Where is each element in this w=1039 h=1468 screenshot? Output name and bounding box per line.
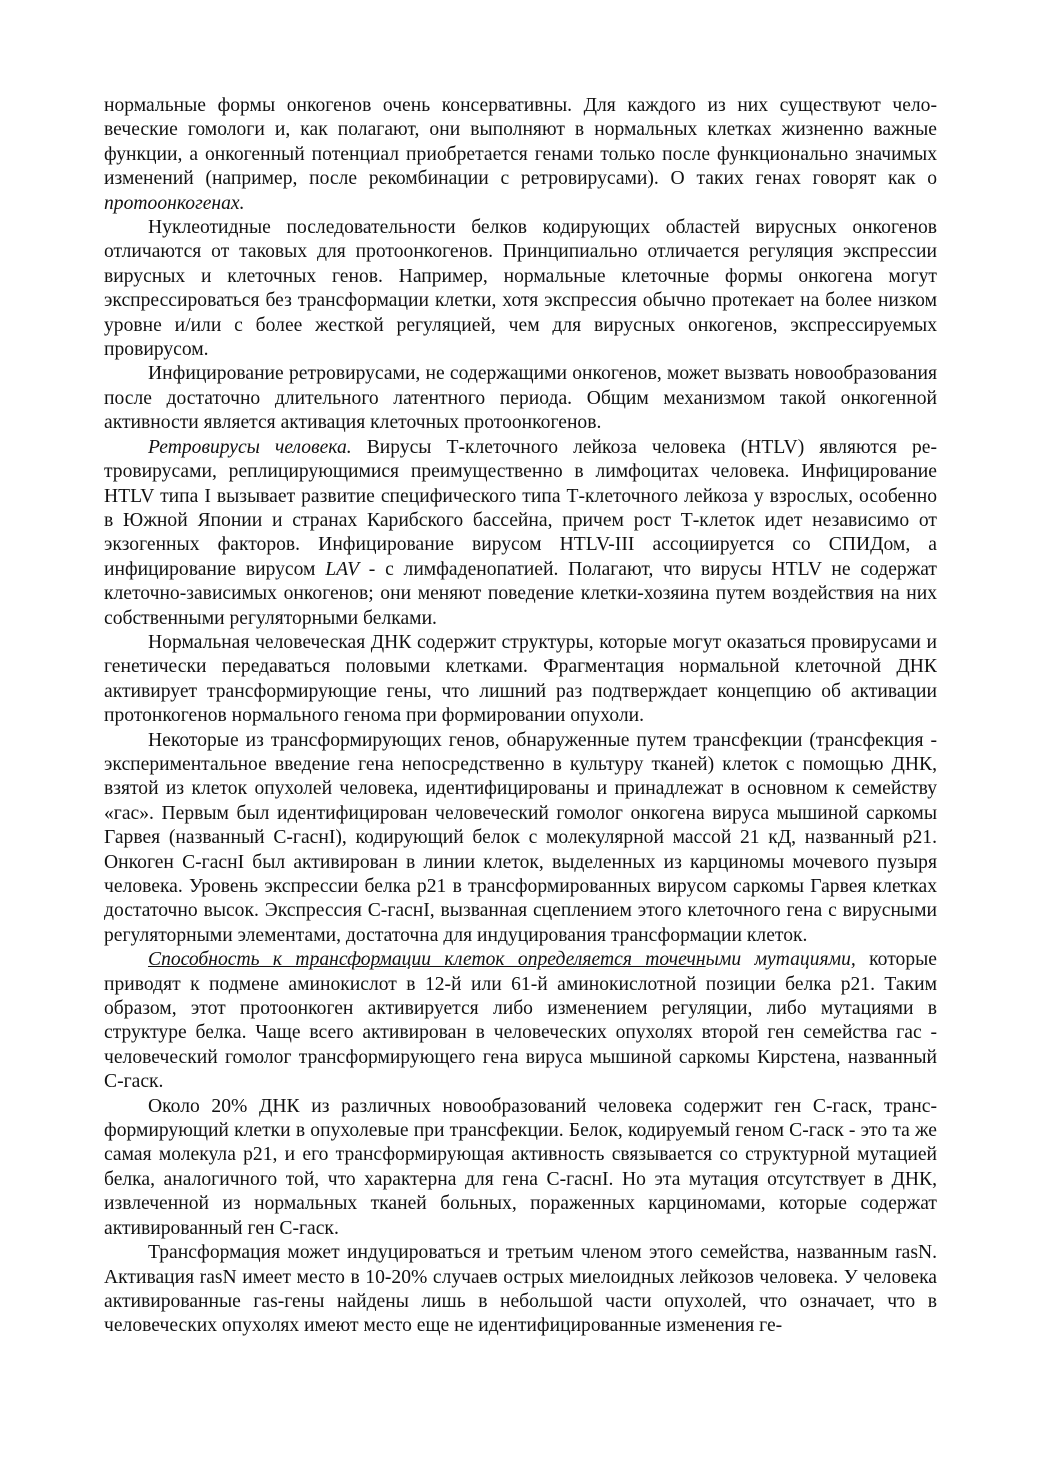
text-run: - с лимфаденопатией. Полагают, что вирусы HTLV не содержат клеточно-зависимых онкогенов; они меняют поведение клетки-хозяина путем воздействия на них собственными регуляторными белками. [104,558,937,629]
text-run: Около 20% ДНК из различных новообразований человека содержит ген С-гаск, трансформирующий клетки в опухолевые при трансфекции. Белок, кодируемый геном С-гаск - это та же самая молекула р21, и его трансформирующая активность связывается со структурной мутацией белка, аналогичного той, что характерна для гена С-гаснІ. Но эта мутация отсутствует в ДНК, извлеченной из нормальных тканей больных, пораженных карциномами, которые содержат активированный ген С-гаск. [104,1095,937,1239]
italic-text-run: LAV [325,558,360,580]
document-page [104,94,937,1339]
paragraph [104,362,937,435]
paragraph [104,216,937,362]
paragraph [104,436,937,631]
text-run: Некоторые из трансформирующих генов, обнаруженные путем трансфекции (трансфекция - экспериментальное введение гена непосредственно в культуру тканей) клеток с помощью ДНК, взятой из клеток опухолей человека, идентифицированы и принадлежат в основном к семейству «гас». Первым был идентифицирован человеческий гомолог онкогена вируса мышиной саркомы Гарвея (названный С-гаснІ), кодирующий белок с молекулярной массой 21 кД, названный р21. Онкоген С-гаснІ был активирован в линии клеток, выделенных из карциномы мочевого пузыря человека. Уровень экспрессии белка р21 в трансформированных вирусом саркомы Гарвея клетках достаточно высок. Экспрессия С-гаснІ, вызванная сцеплением этого клеточного гена с вирусными регуляторными элементами, достаточна для индуцирования трансформации клеток. [104,729,937,946]
italic-text-run: протоонкогенах. [104,192,245,214]
paragraph [104,948,937,1094]
underlined-italic-text-run: Способность к трансформации клеток определяется точечн [148,949,706,971]
text-run: Нормальная человеческая ДНК содержит структуры, которые могут оказаться провирусами и генетически передаваться половыми клетками. Фрагментация нормальной клеточной ДНК активирует трансформирующие гены, что лишний раз подтверждает концепцию об активации протонкогенов нормального генома при формировании опухоли. [104,631,937,727]
text-run: Нуклеотидные последовательности белков кодирующих областей вирусных онкогенов отличаются от таковых для протоонкогенов. Принципиально отличается регуляция экспрессии вирусных и клеточных генов. Например, нормальные клеточные формы онкогена могут экспрессироваться без трансформации клетки, хотя экспрессия обычно протекает на более низком уровне и/или с более жесткой регуляцией, чем для вирусных онкогенов, экспрессируемых провирусом. [104,217,937,361]
text-run: Трансформация может индуцироваться и третьим членом этого семейства, названным rasN. Активация rasN имеет место в 10-20% случаев острых миелоидных лейкозов человека. У человека активированные гаs-гены найдены лишь в небольшой части опухолей, что означает, что в человеческих опухолях имеют место еще не идентифицированные изменения ге- [104,1242,937,1337]
text-run: Инфицирование ретровирусами, не содержащими онкогенов, может вызвать новообразования после достаточно длительного латентного периода. Общим механизмом такой онкогенной активности является активация клеточных протоонкогенов. [104,363,937,434]
paragraph [104,729,937,949]
paragraph [104,1241,937,1339]
paragraph [104,94,937,216]
text-run: нормальные формы онкогенов очень консервативны. Для каждого из них существуют человеческие гомологи и, как полагают, они выполняют в нормальных клетках жизненно важные функции, а онкогенный потенциал приобретается генами только после функционально значимых изменений (например, после рекомбинации с ретровирусами). О таких генах говорят как о [104,95,937,190]
text-run: Вирусы Т-клеточного лейкоза человека (HTLV) являются ретровирусами, реплицирующимися преимущественно в лимфоцитах человека. Инфицирование HTLV типа I вызывает развитие специфического типа Т-клеточного лейкоза у взрослых, особенно в Южной Японии и странах Карибского бассейна, причем рост Т-клеток идет независимо от экзогенных факторов. Инфицирование вирусом HTLV-III ассоциируется со СПИДом, а инфицирование вирусом [104,436,937,580]
text-run: которые приводят к подмене аминокислот в 12-й или 61-й аминокислотной позиции белка р21. Таким образом, этот протоонкоген активируется либо изменением регуляции, либо мутациями в структуре белка. Чаще всего активирован в человеческих опухолях второй ген семейства гас - человеческий гомолог трансформирующего гена вируса мышиной саркомы Кирстена, названный С-гаcк. [104,949,937,1093]
italic-text-run: Ретровирусы человека. [148,436,352,458]
paragraph [104,1095,937,1241]
paragraph [104,631,937,729]
italic-text-run: ыми мутациями, [705,949,856,971]
